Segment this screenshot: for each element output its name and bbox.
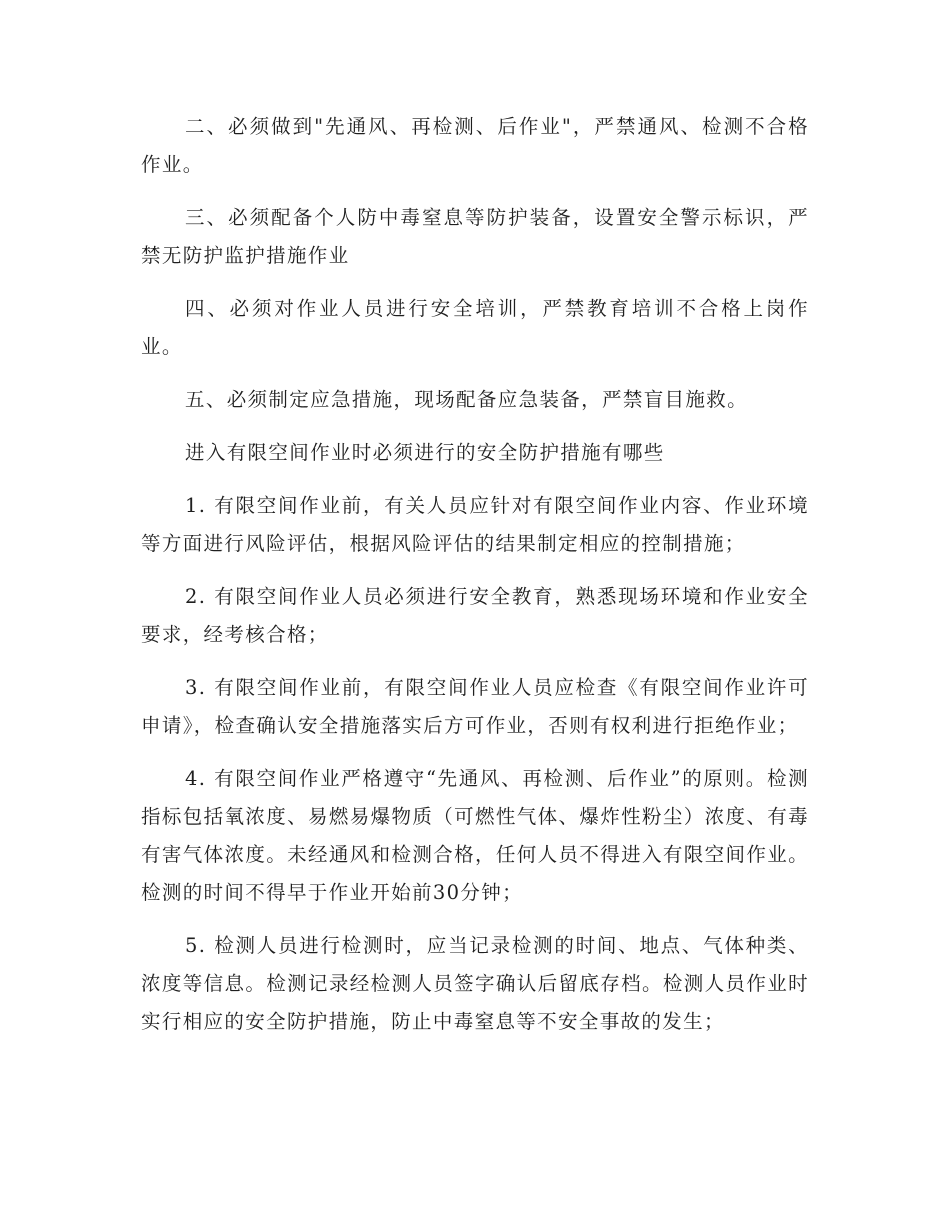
paragraph-item-5: 5. 检测人员进行检测时，应当记录检测的时间、地点、气体种类、浓度等信息。检测记录经检测人员签字确认后留底存档。检测人员作业时实行相应的安全防护措施，防止中毒窒息等不安全事故的发生；	[141, 934, 809, 1033]
paragraph-rule-2: 二、必须做到"先通风、再检测、后作业"，严禁通风、检测不合格作业。	[141, 115, 809, 176]
section-heading: 进入有限空间作业时必须进行的安全防护措施有哪些	[185, 441, 665, 464]
paragraph-item-1: 1. 有限空间作业前，有关人员应针对有限空间作业内容、作业环境等方面进行风险评估，根据风险评估的结果制定相应的控制措施；	[141, 494, 809, 555]
paragraph-item-3: 3. 有限空间作业前，有限空间作业人员应检查《有限空间作业许可申请》，检查确认安全措施落实后方可作业，否则有权利进行拒绝作业；	[141, 676, 809, 737]
paragraph-rule-5: 五、必须制定应急措施，现场配备应急装备，严禁盲目施救。	[185, 388, 748, 411]
paragraph-rule-4: 四、必须对作业人员进行安全培训，严禁教育培训不合格上岗作业。	[141, 297, 809, 358]
paragraph-item-2: 2. 有限空间作业人员必须进行安全教育，熟悉现场环境和作业安全要求，经考核合格；	[141, 585, 809, 646]
paragraph-item-4: 4. 有限空间作业严格遵守“先通风、再检测、后作业”的原则。检测指标包括氧浓度、易燃易爆物质（可燃性气体、爆炸性粉尘）浓度、有毒有害气体浓度。未经通风和检测合格，任何人员不得进入有限空间作业。检测的时间不得早于作业开始前30分钟；	[141, 767, 809, 904]
document-page	[141, 108, 809, 1056]
paragraph-rule-3: 三、必须配备个人防中毒窒息等防护装备，设置安全警示标识，严禁无防护监护措施作业	[141, 206, 809, 267]
